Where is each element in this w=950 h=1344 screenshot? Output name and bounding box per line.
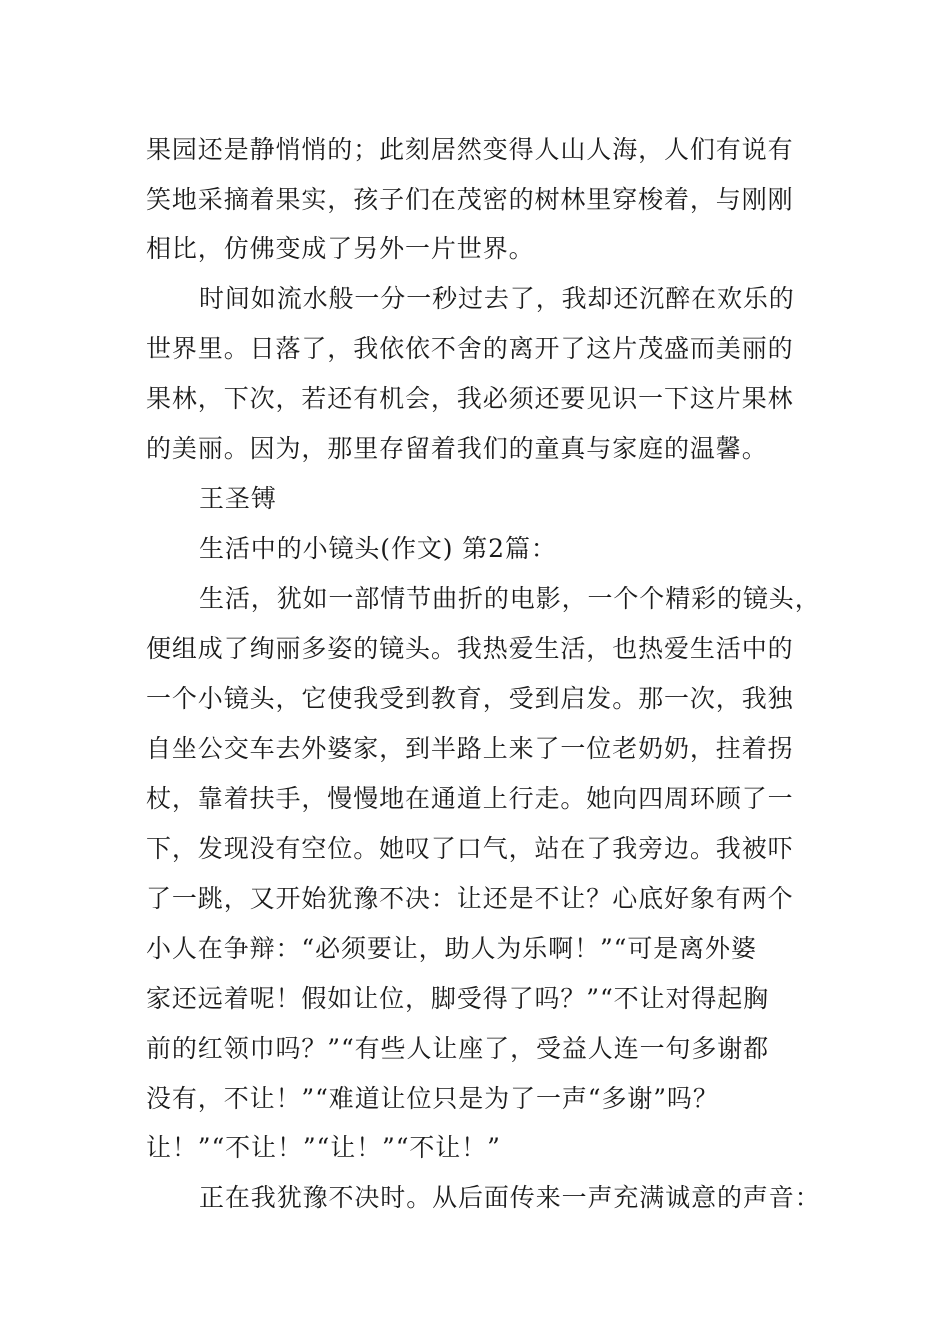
paragraph-start-line: 生活，犹如一部情节曲折的电影，一个个精彩的镜头， — [199, 584, 821, 613]
paragraph-start-line: 时间如流水般一分一秒过去了，我却还沉醉在欢乐的 — [199, 284, 795, 313]
text-line: 笑地采摘着果实，孩子们在茂密的树林里穿梭着，与刚刚 — [146, 185, 794, 214]
text-line: 下，发现没有空位。她叹了口气，站在了我旁边。我被吓 — [146, 834, 794, 863]
text-line: 家还远着呢！假如让位，脚受得了吗？”“不让对得起胸 — [146, 984, 770, 1013]
text-line: 了一跳，又开始犹豫不决：让还是不让？心底好象有两个 — [146, 884, 794, 913]
text-line: 果园还是静悄悄的；此刻居然变得人山人海，人们有说有 — [146, 135, 794, 164]
text-line: 小人在争辩：“必须要让，助人为乐啊！”“可是离外婆 — [146, 934, 757, 963]
text-line: 自坐公交车去外婆家，到半路上来了一位老奶奶，拄着拐 — [146, 734, 794, 763]
text-line: 便组成了绚丽多姿的镜头。我热爱生活，也热爱生活中的 — [146, 634, 794, 663]
text-line: 世界里。日落了，我依依不舍的离开了这片茂盛而美丽的 — [146, 334, 794, 363]
text-line: 果林，下次，若还有机会，我必须还要见识一下这片果林 — [146, 384, 794, 413]
section-heading: 生活中的小镜头(作文) 第2篇： — [199, 534, 557, 563]
text-line: 让！”“不让！”“让！”“不让！” — [146, 1133, 501, 1162]
text-line: 的美丽。因为，那里存留着我们的童真与家庭的温馨。 — [146, 434, 768, 463]
text-line: 前的红领巾吗？”“有些人让座了，受益人连一句多谢都 — [146, 1034, 770, 1063]
text-line: 一个小镜头，它使我受到教育，受到启发。那一次，我独 — [146, 684, 794, 713]
author-name: 王圣镈 — [199, 484, 277, 513]
text-line: 相比，仿佛变成了另外一片世界。 — [146, 234, 535, 263]
text-line: 杖，靠着扶手，慢慢地在通道上行走。她向四周环顾了一 — [146, 784, 794, 813]
paragraph-start-line: 正在我犹豫不决时。从后面传来一声充满诚意的声音： — [199, 1183, 821, 1212]
text-line: 没有，不让！”“难道让位只是为了一声“多谢”吗？ — [146, 1084, 719, 1113]
